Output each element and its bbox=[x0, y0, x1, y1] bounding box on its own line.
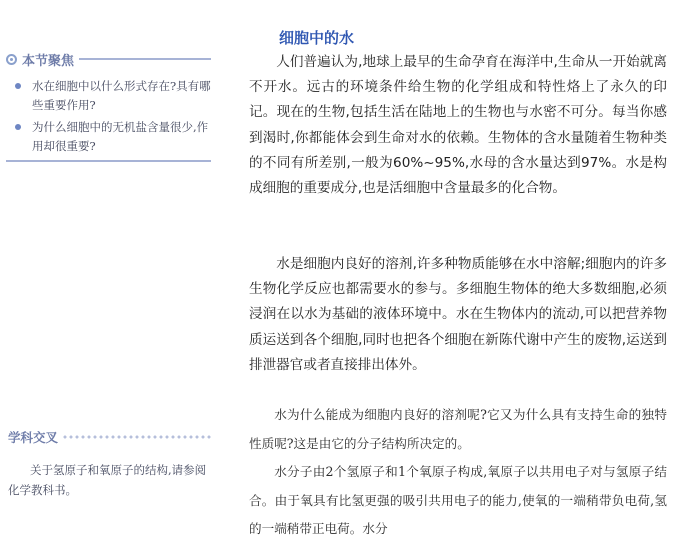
section-focus-bottom-divider bbox=[6, 160, 211, 162]
focus-question bbox=[6, 118, 211, 156]
focus-question-text: 为什么细胞中的无机盐含量很少,作用却很重要? bbox=[32, 120, 209, 153]
cross-discipline-text: 关于氢原子和氧原子的结构,请参阅化学教科书。 bbox=[8, 463, 207, 497]
section-focus-box bbox=[6, 49, 211, 162]
header-divider bbox=[79, 58, 211, 60]
cross-discipline-box bbox=[6, 428, 211, 500]
bullet-dot-icon bbox=[15, 124, 21, 130]
section-focus-title: 本节聚焦 bbox=[22, 53, 75, 69]
circle-bullet-icon bbox=[6, 54, 17, 65]
cross-discipline-title: 学科交叉 bbox=[8, 430, 59, 445]
body-paragraph: 水分子由2个氢原子和1个氧原子构成,氧原子以共用电子对与氢原子结合。由于氧具有比氢更强的吸引共用电子的能力,使氧的一端稍带负电荷,氢的一端稍带正电荷。水分 bbox=[249, 464, 667, 536]
body-paragraph: 水是细胞内良好的溶剂,许多种物质能够在水中溶解;细胞内的许多生物化学反应也都需要水的参与。多细胞生物体的绝大多数细胞,必须浸润在以水为基础的液体环境中。水在生物体内的流动,可以把营养物质运送到各个细胞,同时也把各个细胞在新陈代谢中产生的废物,运送到排泄器官或者直接排出体外。 bbox=[249, 256, 667, 373]
bullet-dot-icon bbox=[15, 83, 21, 89]
cross-discipline-header bbox=[6, 428, 211, 446]
body-paragraph: 人们普遍认为,地球上最早的生命孕育在海洋中,生命从一开始就离不开水。远古的环境条件给生物的化学组成和特性烙上了永久的印记。现在的生物,包括生活在陆地上的生物也与水密不可分。每当你感到渴时,你都能体会到生命对水的依赖。生物体的含水量随着生物种类的不同有所差别,一般为60%~95%,水母的含水量达到97%。水是构成细胞的重要成分,也是活细胞中含量最多的化合物。 bbox=[249, 54, 667, 197]
section-title: 细胞中的水 bbox=[279, 29, 355, 47]
focus-question-text: 水在细胞中以什么形式存在?具有哪些重要作用? bbox=[32, 79, 211, 112]
dotted-divider bbox=[62, 434, 211, 440]
body-paragraph: 水为什么能成为细胞内良好的溶剂呢?它又为什么具有支持生命的独特性质呢?这是由它的分子结构所决定的。 bbox=[249, 407, 667, 451]
section-focus-header bbox=[6, 49, 211, 69]
focus-question-list bbox=[6, 77, 211, 156]
focus-question bbox=[6, 77, 211, 115]
